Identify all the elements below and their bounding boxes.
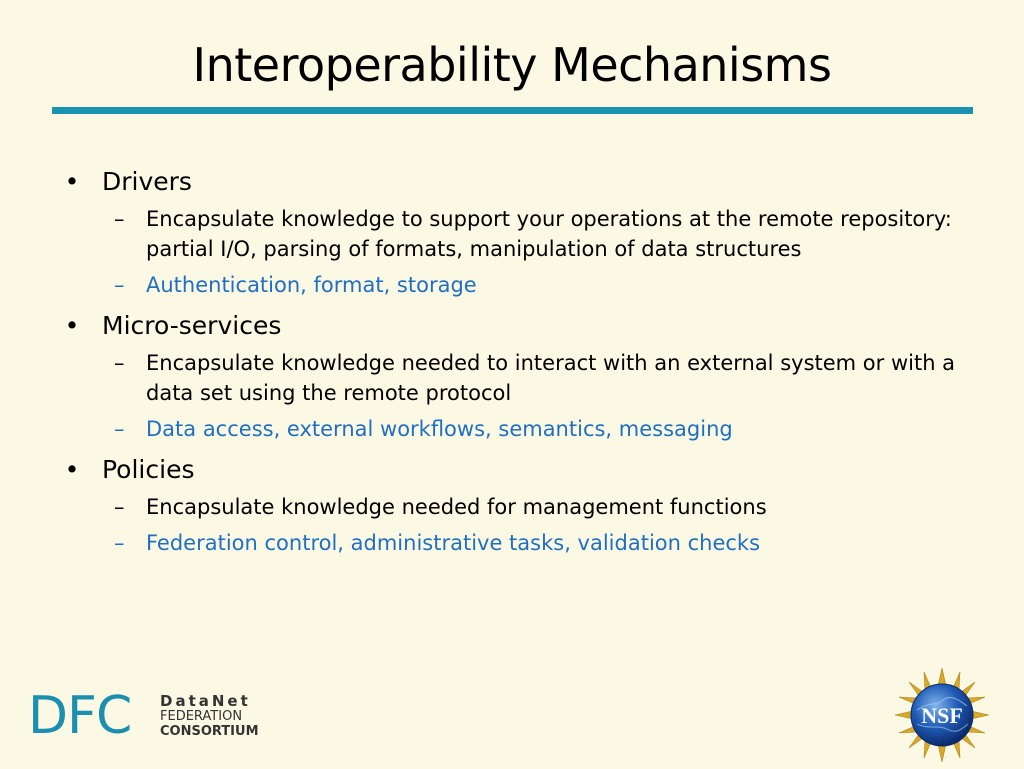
bullet-list bbox=[62, 166, 982, 558]
bullet-label: Drivers bbox=[102, 167, 192, 196]
bullet-icon: • bbox=[64, 167, 80, 196]
dash-icon: – bbox=[114, 273, 125, 297]
bullet-icon: • bbox=[64, 455, 80, 484]
dash-icon: – bbox=[114, 351, 125, 375]
sub-bullet-text: Federation control, administrative tasks, validation checks bbox=[146, 531, 761, 555]
title-divider bbox=[52, 107, 973, 114]
bullet-micro-services bbox=[62, 310, 982, 342]
dfc-logo-letters: DFC bbox=[28, 686, 132, 746]
nsf-logo bbox=[893, 666, 991, 764]
slide-title: Interoperability Mechanisms bbox=[192, 38, 832, 92]
dash-icon: – bbox=[114, 531, 125, 555]
dfc-logo bbox=[28, 686, 288, 746]
dfc-logo-datanet: DataNet bbox=[160, 692, 251, 710]
bullet-policies bbox=[62, 454, 982, 486]
sub-bullet bbox=[62, 348, 966, 408]
sub-bullet-highlight bbox=[62, 414, 966, 444]
sub-bullet bbox=[62, 204, 966, 264]
nsf-seal-icon bbox=[893, 666, 991, 764]
sub-bullet-text: Data access, external workflows, semantics, messaging bbox=[146, 417, 733, 441]
bullet-label: Policies bbox=[102, 455, 195, 484]
dfc-logo-consortium: CONSORTIUM bbox=[160, 724, 259, 739]
bullet-drivers bbox=[62, 166, 982, 198]
dash-icon: – bbox=[114, 207, 125, 231]
sub-bullet-text: Encapsulate knowledge needed to interact with an external system or with a data set using the remote protocol bbox=[146, 351, 956, 405]
dfc-logo-federation: FEDERATION bbox=[160, 709, 243, 724]
sub-bullet-highlight bbox=[62, 270, 966, 300]
dash-icon: – bbox=[114, 495, 125, 519]
dash-icon: – bbox=[114, 417, 125, 441]
bullet-icon: • bbox=[64, 311, 80, 340]
sub-bullet-highlight bbox=[62, 528, 966, 558]
sub-bullet-text: Authentication, format, storage bbox=[146, 273, 477, 297]
nsf-logo-text: NSF bbox=[921, 703, 963, 728]
sub-bullet-text: Encapsulate knowledge needed for management functions bbox=[146, 495, 767, 519]
sub-bullet-text: Encapsulate knowledge to support your operations at the remote repository: partial I/O, parsing of formats, manipulation of data structures bbox=[146, 207, 952, 261]
sub-bullet bbox=[62, 492, 966, 522]
bullet-label: Micro-services bbox=[102, 311, 282, 340]
